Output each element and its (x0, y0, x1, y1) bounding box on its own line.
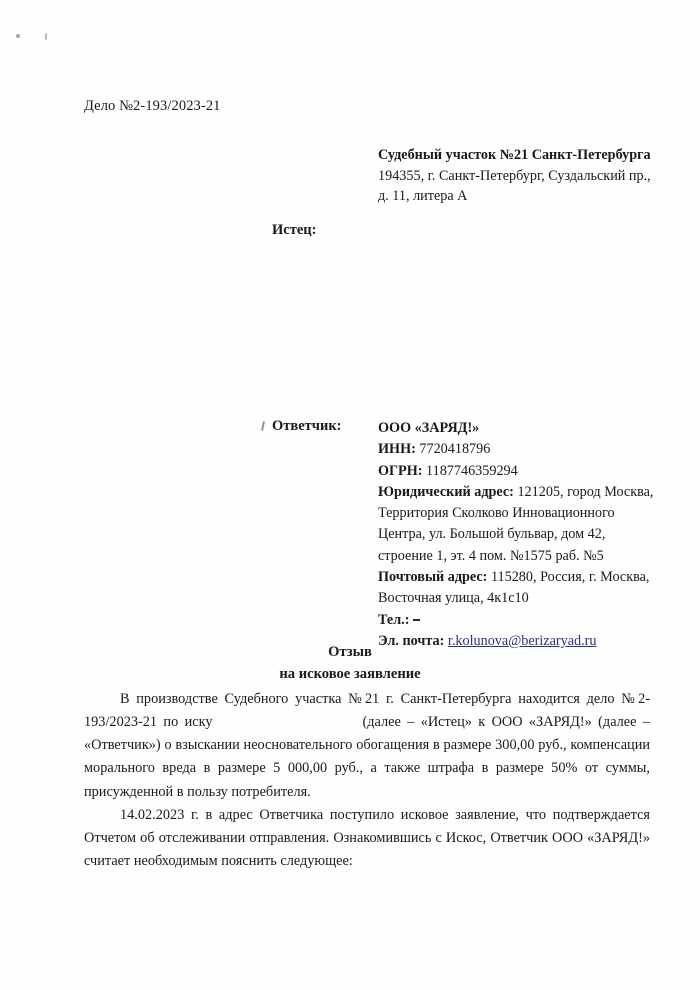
scan-artifact-speck (16, 34, 20, 38)
defendant-details-block (378, 418, 666, 652)
scan-artifact-speck (261, 421, 265, 431)
defendant-legal-address-value: 121205, город Москва, (517, 483, 654, 500)
defendant-ogrn-value: 1187746359294 (426, 462, 518, 479)
court-address-block (378, 145, 668, 207)
document-body (84, 688, 650, 873)
paragraph-1-part-1: В производстве Судебного участка №21 г. Санкт-Петербурга находится дело №2-193/2023-21 по иску (84, 691, 650, 731)
redacted-phone-mark (413, 619, 420, 621)
defendant-email-value[interactable]: r.kolunova@berizaryad.ru (447, 632, 597, 649)
case-number: Дело №2-193/2023-21 (84, 98, 221, 114)
defendant-legal-address-line-4: строение 1, эт. 4 пом. №1575 раб. №5 (378, 547, 604, 564)
defendant-email-label: Эл. почта: (378, 632, 445, 649)
court-address-line-2: д. 11, литера А (378, 188, 468, 205)
defendant-label: Ответчик: (272, 418, 342, 434)
defendant-legal-address-label: Юридический адрес: (378, 483, 514, 500)
defendant-postal-address-value: 115280, Россия, г. Москва, (490, 569, 650, 586)
scan-artifact-speck (45, 33, 47, 40)
defendant-phone-label: Тел.: (378, 611, 410, 628)
paragraph-1 (84, 688, 650, 804)
document-title-line-2: на исковое заявление (279, 665, 421, 682)
court-title: Судебный участок №21 Санкт-Петербурга (378, 147, 651, 163)
defendant-inn-value: 7720418796 (419, 441, 491, 458)
court-address-line-1: 194355, г. Санкт-Петербург, Суздальский пр., (378, 167, 651, 184)
defendant-legal-address-line-2: Территория Сколково Инновационного (378, 505, 615, 522)
defendant-ogrn-label: ОГРН: (378, 462, 423, 479)
defendant-postal-address-line-2: Восточная улица, 4к1с10 (378, 590, 529, 607)
paragraph-1-part-2: (далее – «Истец» к ООО «ЗАРЯД!» (далее – «Ответчик») о взыскании неосновательного обогащения в размере 300,00 руб., компенсации морального вреда в размере 5 000,00 руб., а также штрафа в размере 50% от суммы, присужденной в пользу потребителя. (84, 714, 650, 800)
defendant-inn-label: ИНН: (378, 441, 416, 458)
paragraph-2: 14.02.2023 г. в адрес Ответчика поступило исковое заявление, что подтверждается Отчетом об отслеживании отправления. Ознакомившись с Искос, Ответчик ООО «ЗАРЯД!» считает необходимым пояснить следующее: (84, 806, 650, 870)
plaintiff-label: Истец: (272, 222, 317, 238)
document-title (0, 642, 700, 686)
document-title-line-1: Отзыв (328, 644, 372, 660)
defendant-postal-address-label: Почтовый адрес: (378, 569, 488, 586)
defendant-name: ООО «ЗАРЯД!» (378, 420, 480, 436)
defendant-legal-address-line-3: Центра, ул. Большой бульвар, дом 42, (378, 526, 606, 543)
